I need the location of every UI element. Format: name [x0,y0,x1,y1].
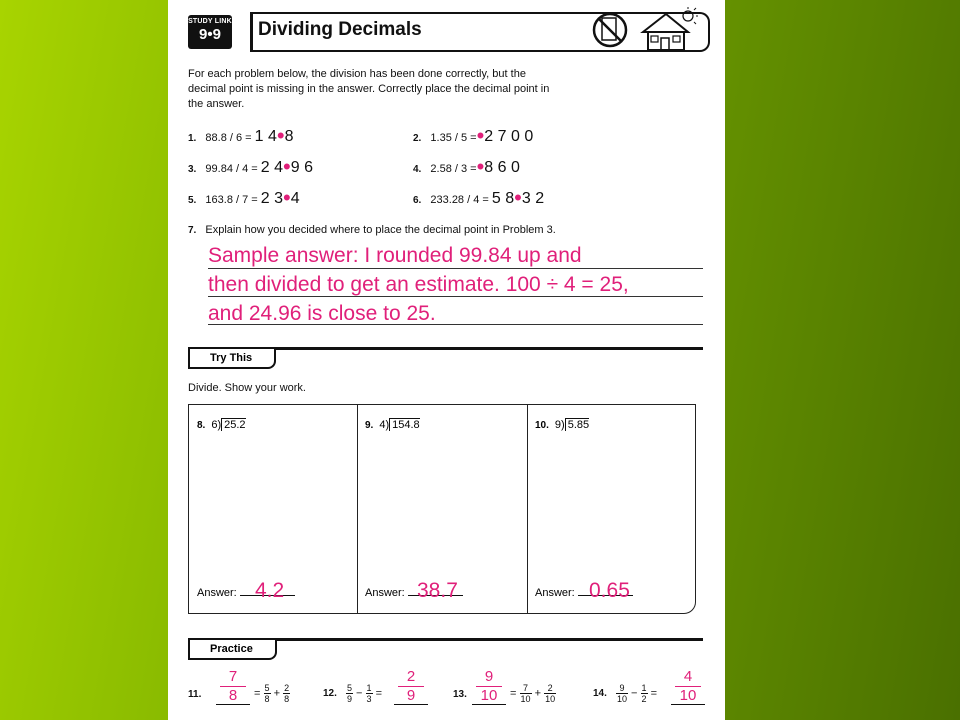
practice-13-answer [476,668,502,705]
answer-value: 0.65 [589,579,630,602]
numerator: 5 [346,683,352,693]
practice-tab: Practice [188,640,277,660]
problem-1 [188,123,294,148]
fraction [616,683,628,704]
denominator: 10 [480,687,498,704]
denominator: 10 [545,694,556,704]
division-problem: 8. 6) 25.2 [197,419,246,431]
numerator: 1 [641,683,647,693]
problem-expression: 99.84 / 4 = [205,163,258,175]
answer-digits-after: 2 7 0 0 [484,128,534,145]
decimal-point-mark: • [476,154,485,179]
division-cell-10 [527,405,695,613]
sample-answer [208,241,708,328]
study-link-badge [188,15,232,49]
operator: + [273,687,281,700]
try-this-instruction: Divide. Show your work. [188,382,306,394]
answer-digits-after: 8 6 0 [484,159,520,176]
divisor: 9 [554,419,562,431]
numerator: 9 [476,668,502,687]
dividend: 25.2 [221,418,245,431]
denominator: 9 [346,694,352,704]
denominator: 2 [641,694,647,704]
practice-14 [593,683,657,704]
try-this-tab: Try This [188,349,276,369]
fraction [366,683,373,704]
numerator: 1 [366,683,372,693]
decimal-point-mark: • [276,123,285,148]
no-calculator-house-icon [588,6,700,52]
answer-blank [472,704,506,705]
division-cell-9 [357,405,528,613]
problem-expression: 163.8 / 7 = [205,194,258,206]
numerator: 2 [398,668,424,687]
answer-label: Answer: [197,587,237,599]
fraction [283,683,290,704]
problem-number: 14. [593,688,607,700]
problem-6 [413,185,545,210]
problem-number: 13. [453,689,467,700]
answer-digits-after: 3 2 [521,190,545,207]
division-problem: 9. 4) 154.8 [365,419,420,431]
answer-value: 38.7 [417,579,458,602]
practice-12-answer [398,668,424,705]
decimal-point-mark: • [514,185,522,210]
problem-number: 9. [365,420,374,431]
dividend: 154.8 [389,418,420,431]
problem-5 [188,185,300,210]
denominator: 9 [406,687,416,704]
problem-number: 4. [413,164,422,175]
divisor: 6 [211,419,218,431]
answer-blank [671,704,705,705]
numerator: 4 [675,668,701,687]
problem-number: 8. [197,420,206,431]
practice-11-answer [220,668,246,705]
fraction [520,683,532,704]
sample-answer-line: then divided to get an estimate. 100 ÷ 4 = 25, [208,273,629,296]
decimal-point-mark: • [283,154,291,179]
fraction [544,683,556,704]
numerator: 2 [284,683,290,693]
denominator: 10 [520,694,531,704]
page-title: Dividing Decimals [258,19,422,40]
answer-digits-before: 2 4 [260,159,284,176]
operator: − [356,687,363,700]
practice-11 [188,688,207,700]
denominator: 10 [616,694,627,704]
denominator: 8 [284,694,290,704]
numerator: 2 [544,683,556,694]
denominator: 8 [264,694,270,704]
fraction [641,683,648,704]
equals-sign: = [510,687,517,700]
equals-sign: = [254,687,261,700]
problem-number: 5. [188,195,197,206]
division-cell-8 [189,405,358,613]
problem-number: 12. [323,688,337,700]
problem-number: 2. [413,133,422,144]
answer-label: Answer: [365,587,405,599]
answer-label: Answer: [535,587,575,599]
fraction [346,683,353,704]
answer-blank [216,704,250,705]
numerator: 9 [616,683,628,694]
operator: − [631,687,638,700]
problem-number: 10. [535,420,549,431]
denominator: 3 [366,694,372,704]
answer-digits-after: 9 6 [290,159,313,176]
division-problem: 10. 9) 5.85 [535,419,590,431]
instructions: For each problem below, the division has been done correctly, but the decimal point is missing in the answer. Correctly place the decimal point in the answer. [188,68,550,110]
practice-11-equation [254,683,290,704]
problem-expression: 233.28 / 4 = [430,194,489,206]
problem-7-question: Explain how you decided where to place the decimal point in Problem 3. [205,224,556,236]
badge-label: STUDY LINK [188,18,232,25]
problem-4 [413,154,520,179]
denominator: 10 [679,687,697,704]
decimal-point-mark: • [283,185,291,210]
division-work-grid [188,404,696,614]
operator: + [534,687,542,700]
dividend: 5.85 [565,418,589,431]
numerator: 7 [220,668,246,687]
problem-7 [188,224,556,236]
badge-number: 9•9 [199,26,221,43]
answer-digits-before: 2 3 [260,190,284,207]
problem-2 [413,123,534,148]
answer-digits-before: 1 4 [254,128,277,145]
answer-digits-after: 8 [284,128,294,145]
numerator: 7 [520,683,532,694]
practice-13-equation [510,683,556,704]
problem-expression: 2.58 / 3 = [430,163,477,175]
answer-blank [394,704,428,705]
problem-number: 11. [188,689,202,700]
fraction [264,683,271,704]
divisor: 4 [379,419,386,431]
problem-expression: 88.8 / 6 = [205,132,252,144]
answer-digits-after: 4 [290,190,300,207]
denominator: 8 [228,687,238,704]
problem-number: 1. [188,133,197,144]
practice-14-answer [675,668,701,705]
answer-digits-before: 5 8 [491,190,515,207]
problem-number: 7. [188,225,197,236]
practice-12 [323,683,382,704]
sample-answer-line: and 24.96 is close to 25. [208,302,436,325]
decimal-point-mark: • [476,123,485,148]
equals-sign: = [375,687,383,700]
sample-answer-line: Sample answer: I rounded 99.84 up and [208,244,582,267]
answer-value: 4.2 [255,579,285,602]
equals-sign: = [650,687,658,700]
problem-3 [188,154,313,179]
problem-number: 6. [413,195,422,206]
worksheet-page [168,0,725,720]
problem-expression: 1.35 / 5 = [430,132,477,144]
problem-number: 3. [188,164,197,175]
numerator: 5 [264,683,270,693]
practice-13 [453,688,473,700]
